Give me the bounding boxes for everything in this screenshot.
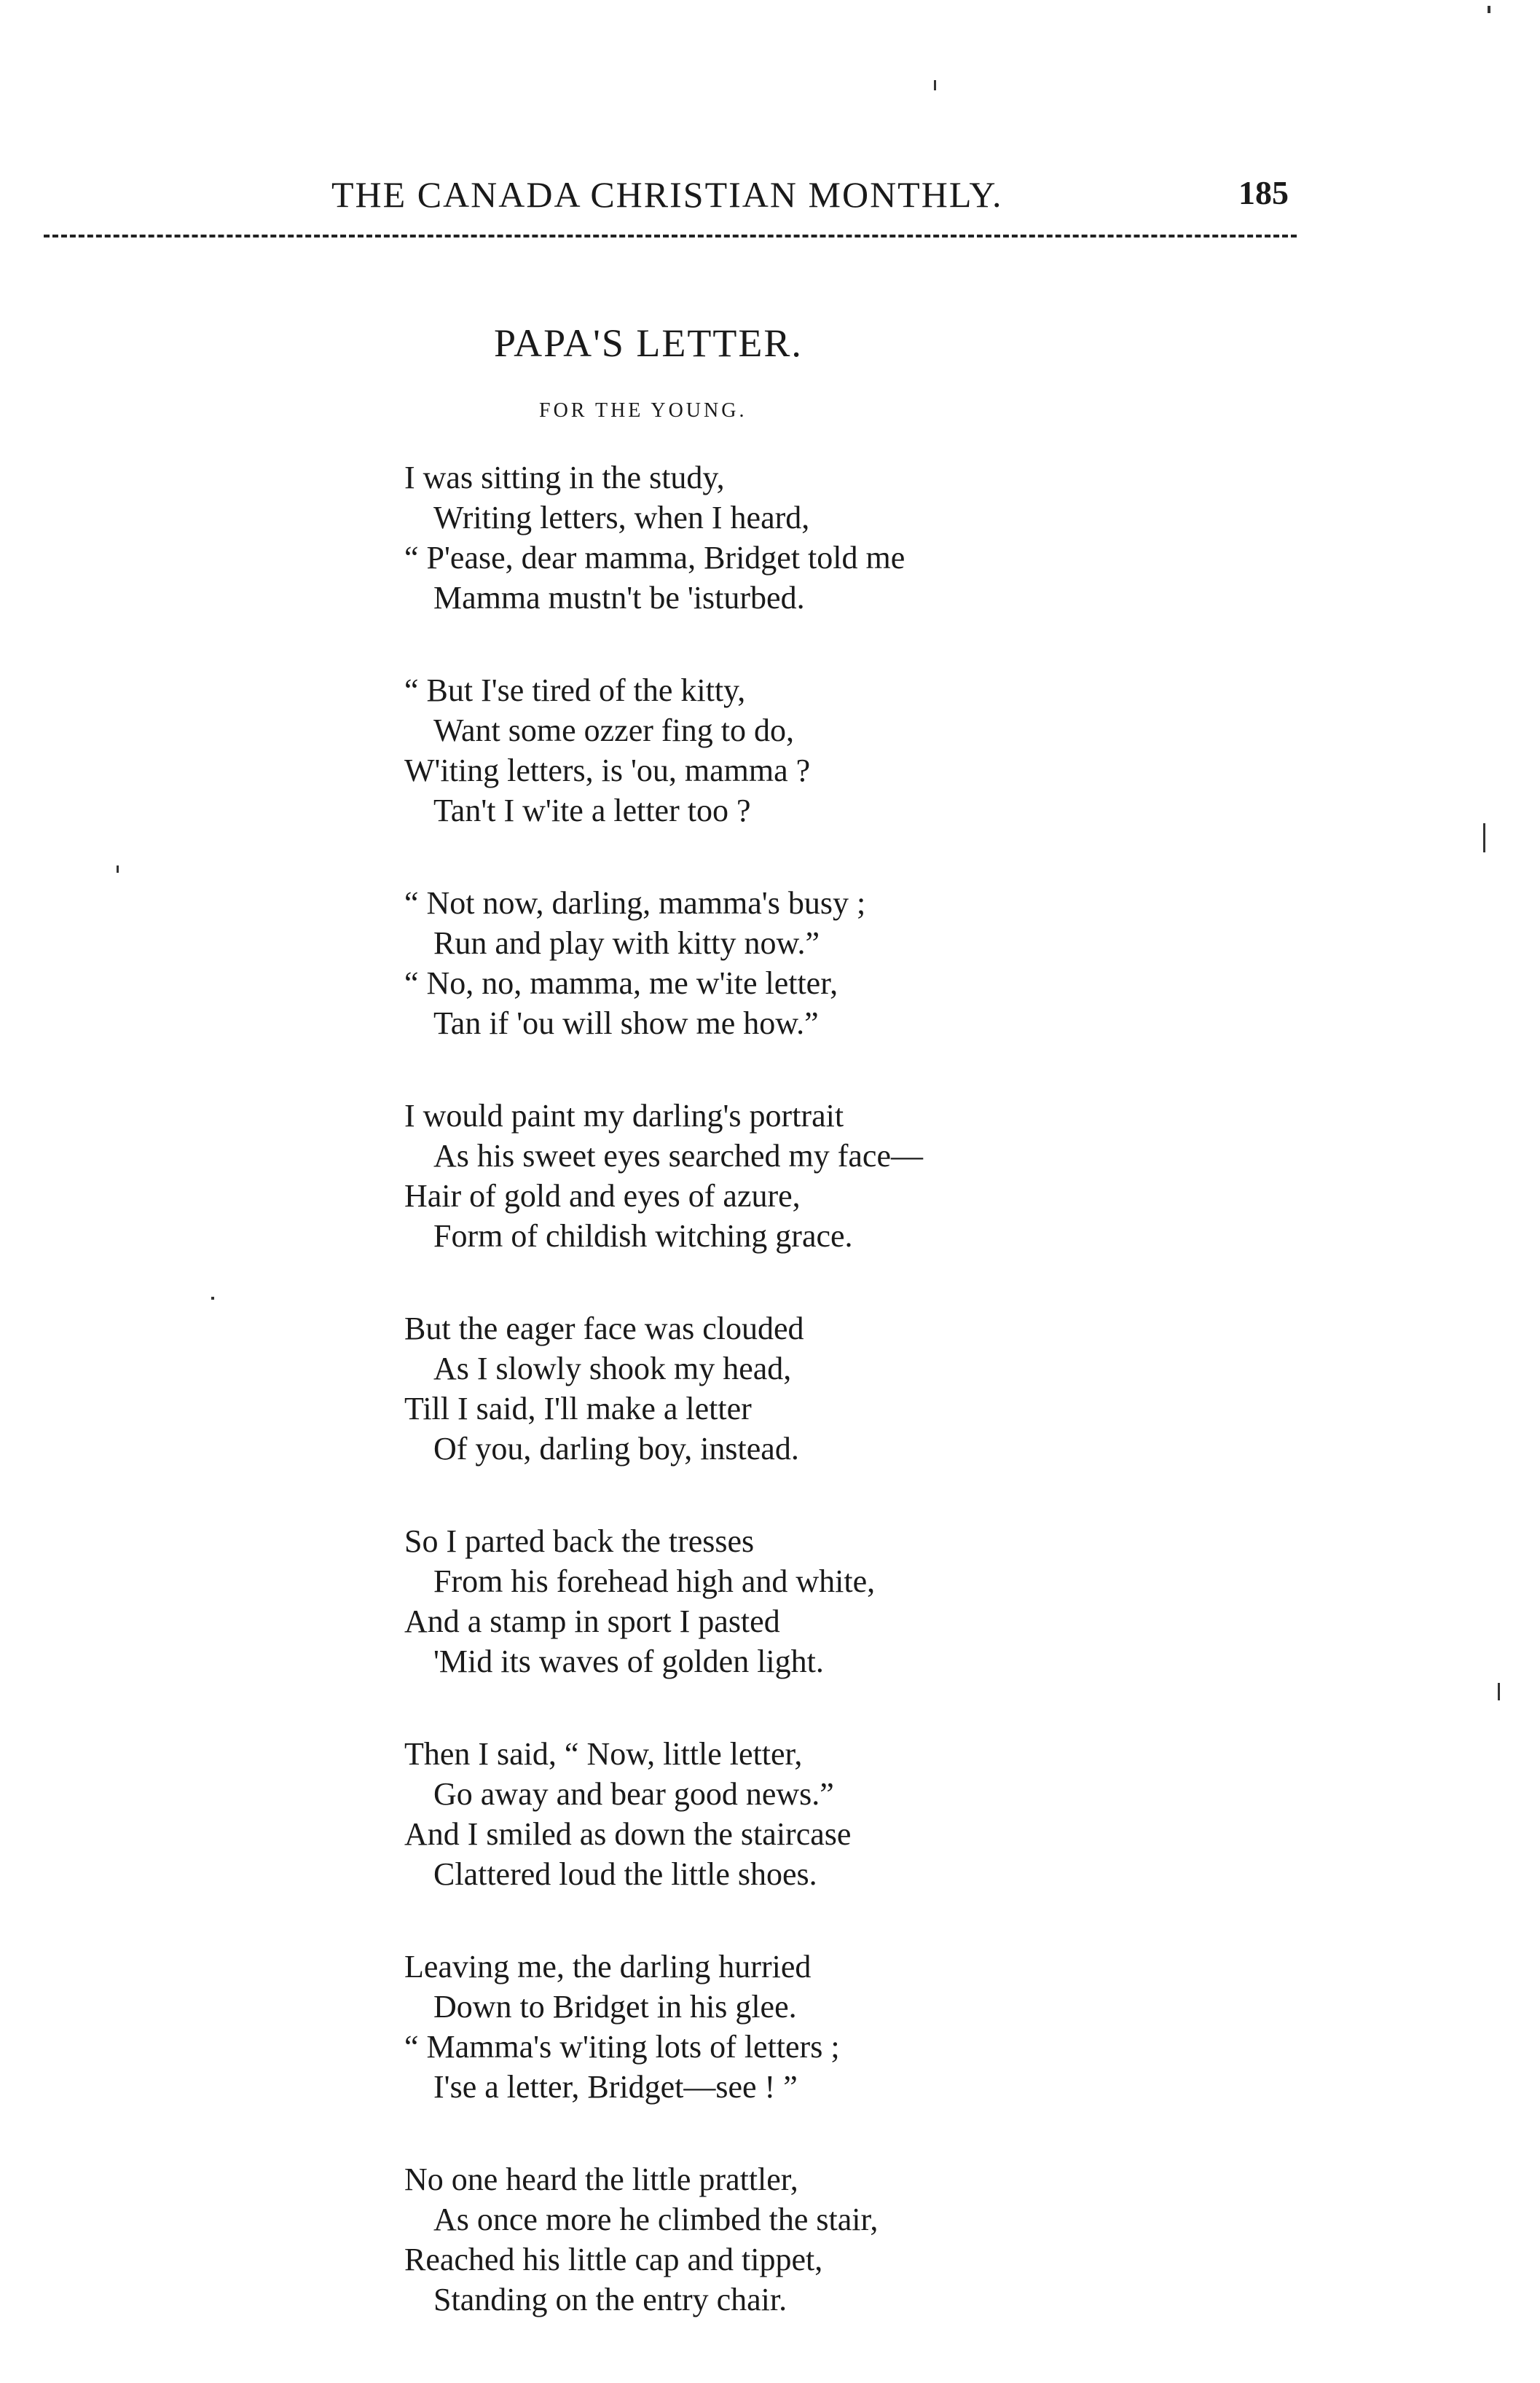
poem-line: Run and play with kitty now.” (433, 925, 820, 961)
poem-line: From his forehead high and white, (433, 1563, 876, 1599)
poem-line: Form of childish witching grace. (433, 1218, 853, 1254)
scan-speck (117, 865, 119, 873)
poem-line: Down to Bridget in his glee. (433, 1989, 797, 2025)
poem-line: “ But I'se tired of the kitty, (404, 672, 746, 708)
poem-line: Want some ozzer fing to do, (433, 712, 794, 748)
poem-line: Clattered loud the little shoes. (433, 1856, 817, 1892)
header-rule (44, 235, 1297, 237)
stanza (404, 458, 1206, 618)
poem-line: And a stamp in sport I pasted (404, 1603, 780, 1639)
poem-line: “ No, no, mamma, me w'ite letter, (404, 965, 838, 1001)
poem-line: As once more he climbed the stair, (433, 2202, 879, 2237)
poem-line: Of you, darling boy, instead. (433, 1431, 799, 1467)
stanza (404, 2159, 1206, 2320)
poem-line: Tan if 'ou will show me how.” (433, 1005, 819, 1041)
poem-line: Reached his little cap and tippet, (404, 2242, 823, 2277)
poem-line: Go away and bear good news.” (433, 1776, 834, 1812)
stanza (404, 1096, 1206, 1256)
poem-line: Standing on the entry chair. (433, 2282, 787, 2317)
scan-speck (1483, 823, 1485, 852)
poem-line: So I parted back the tresses (404, 1523, 755, 1559)
stanza (404, 1734, 1206, 1894)
poem-line: Leaving me, the darling hurried (404, 1949, 812, 1984)
poem-line: As I slowly shook my head, (433, 1351, 792, 1386)
scan-speck (934, 80, 936, 90)
poem-line: As his sweet eyes searched my face— (433, 1138, 923, 1174)
poem-line: Hair of gold and eyes of azure, (404, 1178, 801, 1214)
poem-subtitle: FOR THE YOUNG. (539, 399, 747, 422)
poem-line: “ P'ease, dear mamma, Bridget told me (404, 540, 905, 576)
stanza (404, 670, 1206, 831)
poem-line: Mamma mustn't be 'isturbed. (433, 580, 805, 616)
stanza (404, 1308, 1206, 1469)
poem-line: 'Mid its waves of golden light. (433, 1644, 824, 1679)
poem-line: I would paint my darling's portrait (404, 1098, 844, 1134)
scan-speck (1488, 6, 1490, 13)
poem-line: “ Mamma's w'iting lots of letters ; (404, 2029, 840, 2065)
stanza (404, 1521, 1206, 1681)
poem-line: I was sitting in the study, (404, 460, 725, 495)
poem-line: Then I said, “ Now, little letter, (404, 1736, 803, 1772)
page-number: 185 (1238, 174, 1289, 211)
running-header-title: THE CANADA CHRISTIAN MONTHLY. (331, 174, 1003, 215)
poem-body (404, 458, 1206, 2372)
poem-line: I'se a letter, Bridget—see ! ” (433, 2069, 798, 2105)
poem-title: PAPA'S LETTER. (494, 321, 803, 365)
poem-line: Writing letters, when I heard, (433, 500, 810, 535)
stanza (404, 883, 1206, 1043)
poem-line: And I smiled as down the staircase (404, 1816, 852, 1852)
poem-line: W'iting letters, is 'ou, mamma ? (404, 753, 811, 788)
poem-line: But the eager face was clouded (404, 1311, 804, 1346)
poem-line: Tan't I w'ite a letter too ? (433, 793, 751, 828)
stanza (404, 1947, 1206, 2107)
poem-line: Till I said, I'll make a letter (404, 1391, 752, 1426)
scan-speck (211, 1297, 214, 1300)
poem-line: “ Not now, darling, mamma's busy ; (404, 885, 866, 921)
poem-line: No one heard the little prattler, (404, 2162, 798, 2197)
scan-speck (1498, 1683, 1500, 1700)
